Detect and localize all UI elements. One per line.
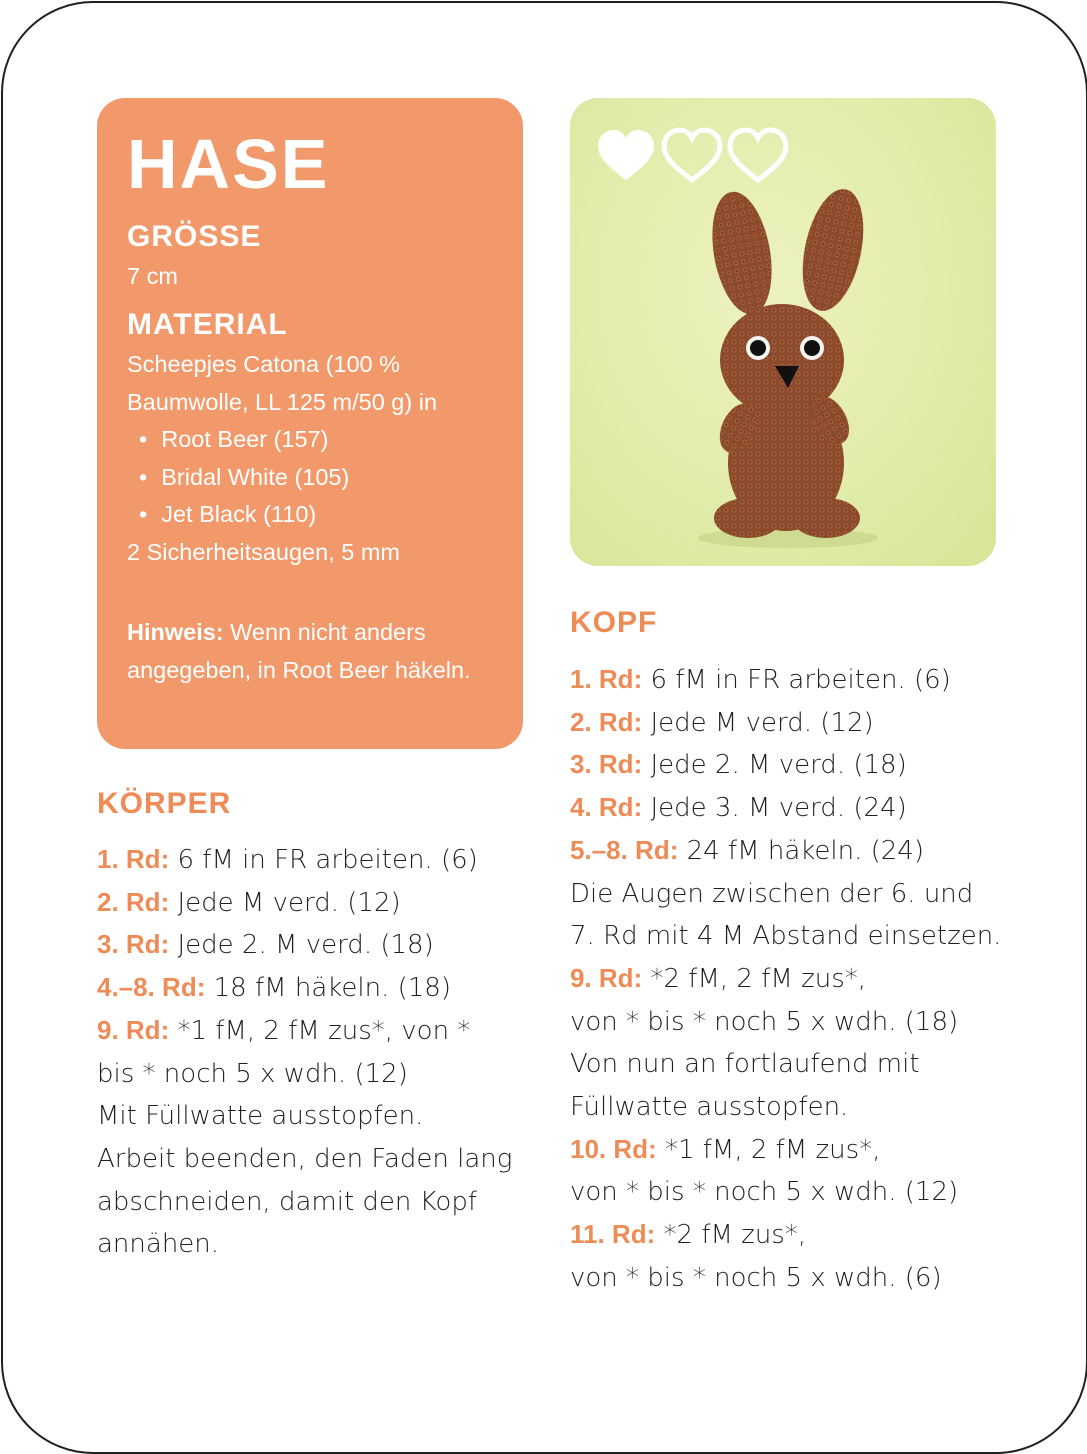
bunny-photo xyxy=(570,98,996,566)
material-label: MATERIAL xyxy=(127,308,288,341)
pattern-title: HASE xyxy=(127,125,330,203)
material-line: Scheepjes Catona (100 % xyxy=(127,351,401,377)
heart-outline-icon xyxy=(730,130,786,180)
step-line: 4. Rd: Jede 3. M verd. (24) xyxy=(570,792,907,824)
step-line: abschneiden, damit den Kopf xyxy=(97,1186,477,1217)
step-line: 3. Rd: Jede 2. M verd. (18) xyxy=(570,749,907,781)
koerper-steps xyxy=(97,839,527,1266)
note-label: Hinweis: xyxy=(127,619,224,645)
bunny-illustration xyxy=(570,98,996,566)
step-line: 2. Rd: Jede M verd. (12) xyxy=(97,886,401,918)
color-item: • Jet Black (110) xyxy=(127,496,437,534)
material-description xyxy=(127,346,437,571)
kopf-heading: KOPF xyxy=(570,606,658,639)
note xyxy=(127,614,497,689)
step-line: 9. Rd: *2 fM, 2 fM zus*, xyxy=(570,962,867,994)
koerper-heading: KÖRPER xyxy=(97,787,232,820)
step-line: 5.–8. Rd: 24 fM häkeln. (24) xyxy=(570,834,924,866)
step-line: von * bis * noch 5 x wdh. (18) xyxy=(570,1006,959,1037)
left-foot xyxy=(714,498,782,538)
step-line: Füllwatte ausstopfen. xyxy=(570,1092,849,1123)
step-line: annähen. xyxy=(97,1229,220,1260)
step-line: von * bis * noch 5 x wdh. (12) xyxy=(570,1177,959,1208)
step-line: 1. Rd: 6 fM in FR arbeiten. (6) xyxy=(97,844,478,875)
step-line: 10. Rd: *1 fM, 2 fM zus*, xyxy=(570,1133,881,1165)
step-line: 2. Rd: Jede M verd. (12) xyxy=(570,706,874,738)
color-item: • Root Beer (157) xyxy=(127,421,437,459)
step-line: Von nun an fortlaufend mit xyxy=(570,1049,920,1080)
right-foot xyxy=(792,498,860,538)
material-line: Baumwolle, LL 125 m/50 g) in xyxy=(127,388,438,415)
step-line: 4.–8. Rd: 18 fM häkeln. (18) xyxy=(97,972,451,1004)
note-text: Wenn nicht anders angegeben, in Root Beer häkeln. xyxy=(127,619,471,683)
right-ear xyxy=(793,184,874,317)
step-line: bis * noch 5 x wdh. (12) xyxy=(97,1058,408,1089)
info-box xyxy=(97,98,523,749)
color-item: • Bridal White (105) xyxy=(127,459,437,497)
left-ear xyxy=(704,187,781,319)
kopf-steps xyxy=(570,659,1010,1300)
eyes-line: 2 Sicherheitsaugen, 5 mm xyxy=(127,538,401,565)
pattern-card xyxy=(1,1,1087,1454)
step-line: 9. Rd: *1 fM, 2 fM zus*, von * xyxy=(97,1014,471,1046)
step-line: 11. Rd: *2 fM zus*, xyxy=(570,1219,807,1251)
heart-filled-icon xyxy=(598,130,654,180)
step-line: 3. Rd: Jede 2. M verd. (18) xyxy=(97,929,434,961)
step-line: 1. Rd: 6 fM in FR arbeiten. (6) xyxy=(570,664,951,695)
step-line: von * bis * noch 5 x wdh. (6) xyxy=(570,1262,942,1293)
size-value: 7 cm xyxy=(127,263,178,289)
difficulty-hearts xyxy=(598,130,786,180)
step-line: Arbeit beenden, den Faden lang xyxy=(97,1143,513,1174)
heart-outline-icon xyxy=(664,130,720,180)
color-list xyxy=(127,421,437,534)
step-line: 7. Rd mit 4 M Abstand einsetzen. xyxy=(570,921,1002,952)
size-label: GRÖSSE xyxy=(127,220,262,253)
step-line: Mit Füllwatte ausstopfen. xyxy=(97,1101,424,1132)
step-line: Die Augen zwischen der 6. und xyxy=(570,878,974,909)
